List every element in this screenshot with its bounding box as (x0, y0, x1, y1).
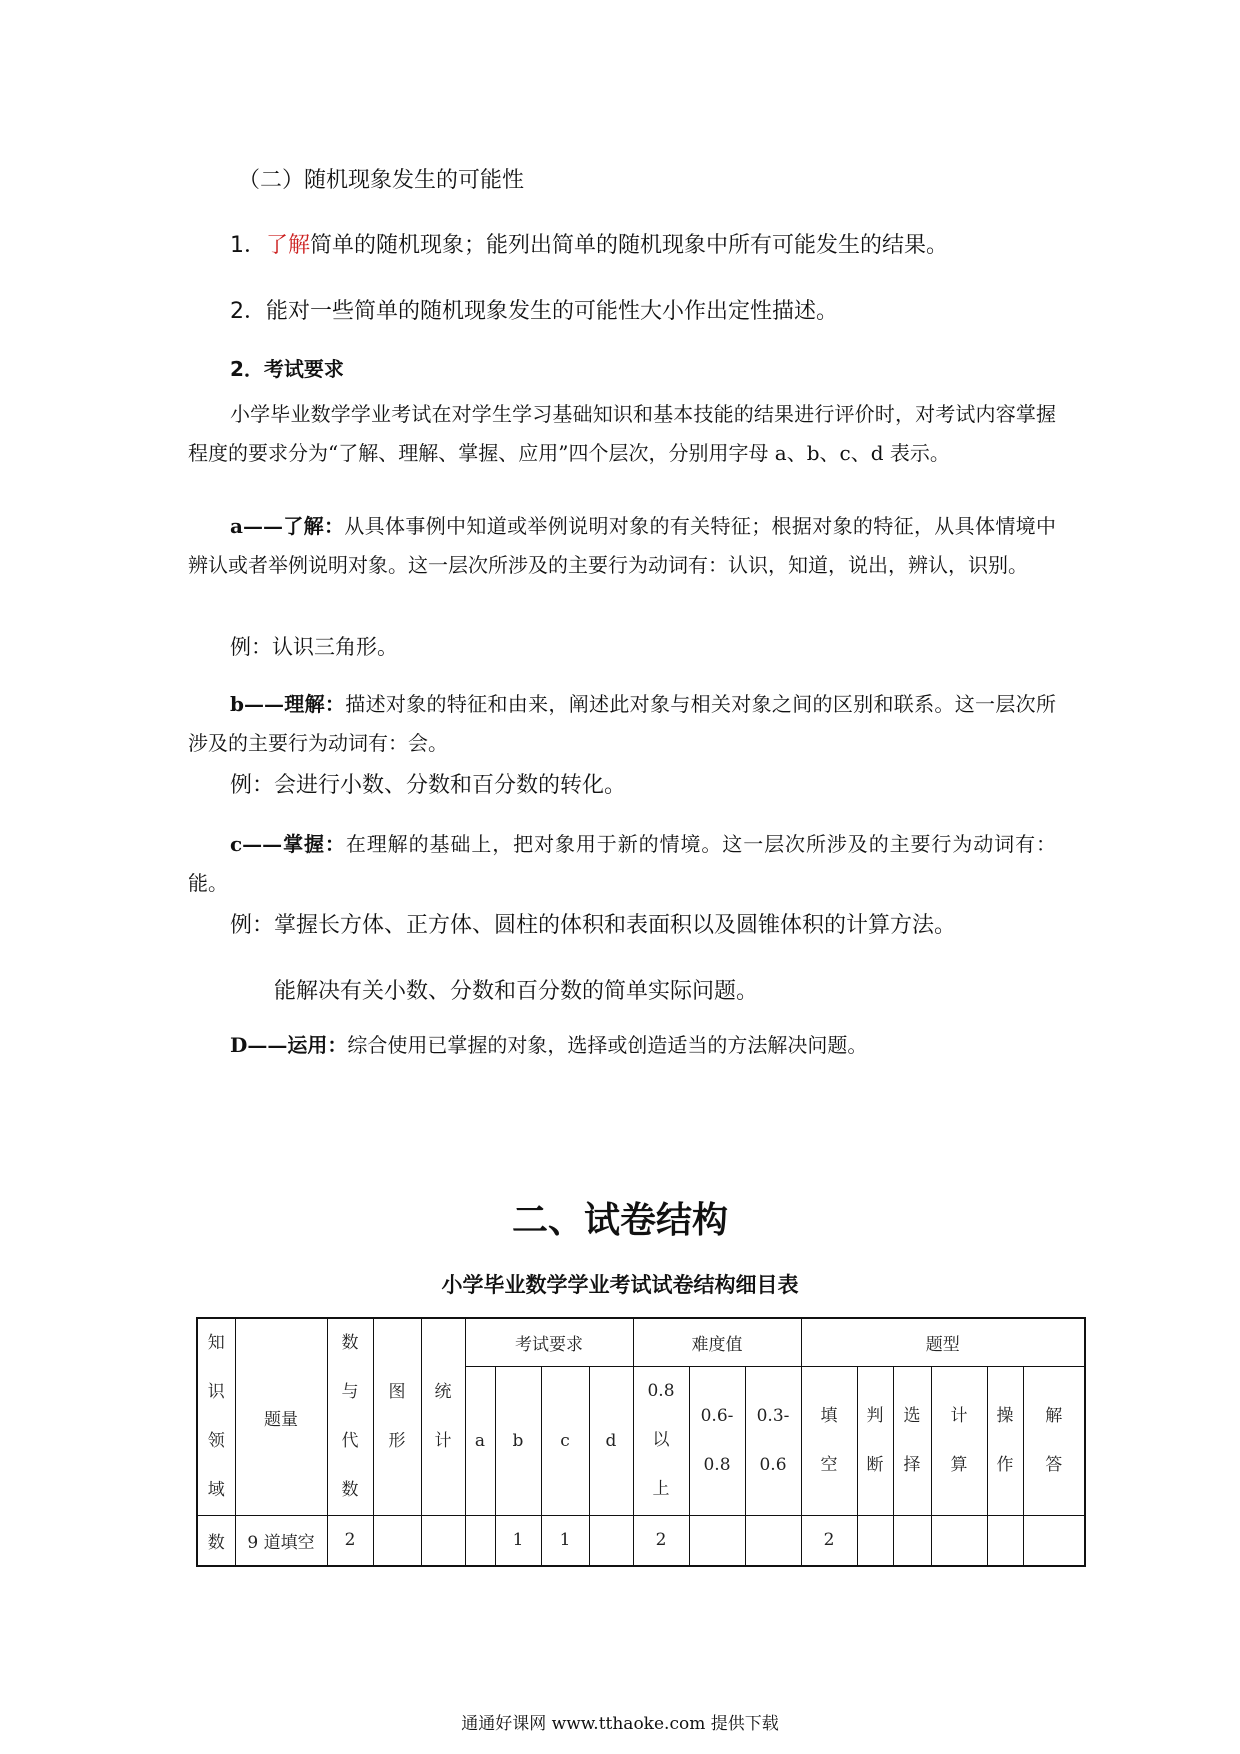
header-type-fill (801, 1366, 857, 1515)
level-a-text: 从具体事例中知道或举例说明对象的有关特征；根据对象的特征，从具体情境中辨认或者举例说明对象。这一层次所涉及的主要行为动词有：认识，知道，说出，辨认，识别。 (188, 514, 1057, 577)
cell-geometry (373, 1516, 421, 1566)
table-row (197, 1516, 1085, 1566)
level-d-label: D——运用： (230, 1033, 348, 1057)
level-b-text: 描述对象的特征和由来，阐述此对象与相关对象之间的区别和联系。这一层次所涉及的主要行为动词有：会。 (188, 692, 1057, 755)
header-level-d: d (589, 1366, 633, 1515)
header-char: 作 (996, 1454, 1014, 1475)
cell-level-a (465, 1516, 495, 1566)
cell-type-calc (931, 1516, 987, 1566)
header-type-choose (893, 1366, 931, 1515)
header-difficulty-high (633, 1366, 689, 1515)
cell-level-b: 1 (495, 1516, 541, 1566)
header-char: 判 (866, 1405, 884, 1426)
header-char: 数 (341, 1480, 359, 1500)
header-char: 识 (207, 1382, 225, 1402)
header-char: 数 (341, 1333, 359, 1353)
header-exam-requirements: 考试要求 (465, 1318, 633, 1366)
header-char: 域 (207, 1480, 225, 1500)
header-type-operate (987, 1366, 1023, 1515)
header-char: 领 (207, 1431, 225, 1451)
header-knowledge-domain (197, 1318, 235, 1516)
cell-difficulty-low (745, 1516, 801, 1566)
item-1-number: 1． (230, 233, 266, 258)
cell-type-judge (857, 1516, 893, 1566)
level-d-paragraph (230, 1030, 867, 1060)
header-number-algebra (327, 1318, 373, 1516)
subsection-heading: （二）随机现象发生的可能性 (238, 168, 525, 193)
header-char: 统 (434, 1382, 452, 1402)
header-char: 计 (950, 1405, 968, 1426)
header-char: 知 (207, 1333, 225, 1353)
header-char: 计 (434, 1431, 452, 1451)
cell-difficulty-mid (689, 1516, 745, 1566)
level-c-label: c——掌握： (230, 832, 346, 856)
list-item-2: 2．能对一些简单的随机现象发生的可能性大小作出定性描述。 (230, 299, 838, 324)
level-b-paragraph (188, 685, 1056, 762)
header-difficulty-mid (689, 1366, 745, 1515)
level-d-text: 综合使用已掌握的对象，选择或创造适当的方法解决问题。 (347, 1033, 868, 1057)
header-char: 空 (820, 1454, 838, 1475)
list-item-1 (230, 231, 948, 261)
header-char: 答 (1045, 1454, 1063, 1475)
cell-domain: 数 (197, 1516, 235, 1566)
header-char: 与 (341, 1382, 359, 1402)
level-a-paragraph (188, 507, 1056, 584)
cell-difficulty-high: 2 (633, 1516, 689, 1566)
part-title: 二、试卷结构 (511, 1200, 728, 1241)
table-header-row-1 (197, 1318, 1085, 1366)
header-char: 填 (820, 1405, 838, 1426)
level-b-example: 例：会进行小数、分数和百分数的转化。 (230, 773, 627, 798)
header-char: 断 (866, 1454, 884, 1475)
cell-statistics (421, 1516, 465, 1566)
level-c-example-1: 例：掌握长方体、正方体、圆柱的体积和表面积以及圆锥体积的计算方法。 (230, 913, 957, 938)
header-char: 0.8 (703, 1454, 731, 1475)
header-char: 图 (388, 1382, 406, 1402)
header-char: 形 (388, 1431, 406, 1451)
header-type-answer (1023, 1366, 1085, 1515)
header-char: 代 (341, 1431, 359, 1451)
item-1-text: 简单的随机现象；能列出简单的随机现象中所有可能发生的结果。 (310, 233, 949, 258)
cell-number-algebra: 2 (327, 1516, 373, 1566)
cell-type-choose (893, 1516, 931, 1566)
header-statistics (421, 1318, 465, 1516)
header-char: 算 (950, 1454, 968, 1475)
header-level-c: c (541, 1366, 589, 1515)
cell-type-fill: 2 (801, 1516, 857, 1566)
header-char: 操 (996, 1405, 1014, 1426)
header-question-types: 题型 (801, 1318, 1085, 1366)
exam-requirements-heading: 2．考试要求 (230, 357, 344, 381)
cell-level-c: 1 (541, 1516, 589, 1566)
header-char: 0.6 (759, 1454, 787, 1475)
header-geometry (373, 1318, 421, 1516)
level-a-example: 例：认识三角形。 (230, 635, 398, 659)
header-char: 解 (1045, 1405, 1063, 1426)
header-level-a: a (465, 1366, 495, 1515)
header-char: 以 (652, 1430, 670, 1451)
header-difficulty: 难度值 (633, 1318, 801, 1366)
exam-structure-table (196, 1317, 1086, 1567)
header-char: 上 (652, 1479, 670, 1500)
header-char: 选 (903, 1405, 921, 1426)
header-type-judge (857, 1366, 893, 1515)
header-type-calc (931, 1366, 987, 1515)
header-char: 0.8 (647, 1381, 675, 1402)
header-char: 0.6- (700, 1405, 734, 1426)
header-difficulty-low (745, 1366, 801, 1515)
header-char: 择 (903, 1454, 921, 1475)
item-1-highlight: 了解 (266, 233, 311, 258)
intro-paragraph: 小学毕业数学学业考试在对学生学习基础知识和基本技能的结果进行评价时，对考试内容掌握程度的要求分为“了解、理解、掌握、应用”四个层次，分别用字母 a、b、c、d 表示。 (188, 402, 1056, 465)
table-title: 小学毕业数学学业考试试卷结构细目表 (441, 1272, 799, 1297)
level-b-label: b——理解： (230, 692, 346, 716)
level-c-text: 在理解的基础上，把对象用于新的情境。这一层次所涉及的主要行为动词有：能。 (188, 832, 1057, 895)
cell-quantity: 9 道填空 (235, 1516, 327, 1566)
cell-level-d (589, 1516, 633, 1566)
header-quantity: 题量 (235, 1318, 327, 1516)
header-char: 0.3- (756, 1405, 790, 1426)
level-c-paragraph (188, 825, 1056, 902)
cell-type-operate (987, 1516, 1023, 1566)
cell-type-answer (1023, 1516, 1085, 1566)
level-a-label: a——了解： (230, 514, 345, 538)
header-level-b: b (495, 1366, 541, 1515)
level-c-example-2: 能解决有关小数、分数和百分数的简单实际问题。 (274, 979, 759, 1004)
page-footer: 通通好课网 www.tthaoke.com 提供下载 (461, 1714, 779, 1734)
